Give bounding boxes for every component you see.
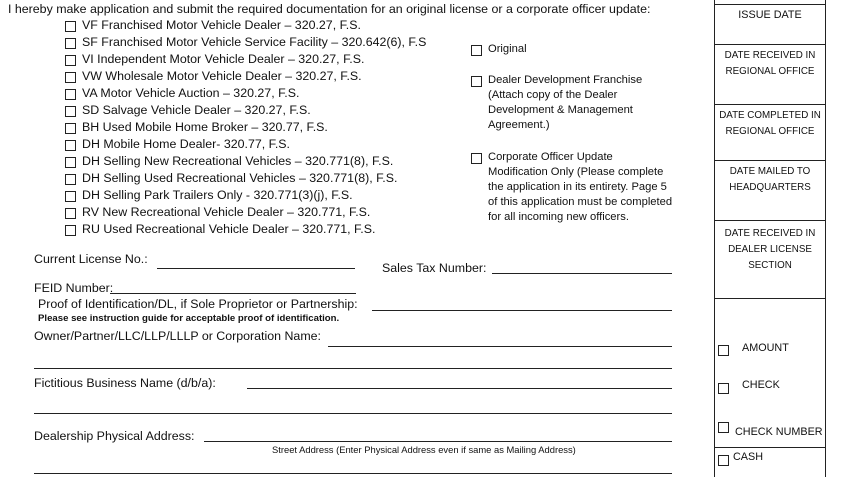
completed-regional-line: DATE COMPLETED IN [719, 110, 821, 121]
option-ddf-line: (Attach copy of the Dealer [488, 89, 618, 101]
sidebar-divider [714, 104, 826, 105]
checkbox-dh-new-rv[interactable] [65, 157, 76, 168]
license-label: RU Used Recreational Vehicle Dealer – 320.771, F.S. [82, 222, 376, 236]
sidebar-divider [714, 44, 826, 45]
license-label: SD Salvage Vehicle Dealer – 320.27, F.S. [82, 103, 311, 117]
sidebar-divider [714, 220, 826, 221]
checkbox-dh-used-rv[interactable] [65, 174, 76, 185]
physical-address-field[interactable] [204, 441, 672, 442]
owner-field[interactable] [328, 346, 672, 347]
cash-label: CASH [733, 451, 763, 463]
checkbox-sf[interactable] [65, 38, 76, 49]
option-cou-line: of this application must be completed [488, 196, 673, 208]
checkbox-dealer-development[interactable] [471, 76, 482, 87]
option-ddf-line: Development & Management [488, 104, 633, 116]
fictitious-field[interactable] [247, 388, 672, 389]
checkbox-amount[interactable] [718, 345, 729, 356]
current-license-field[interactable] [157, 268, 355, 269]
owner-label: Owner/Partner/LLC/LLP/LLLP or Corporation Name: [34, 329, 321, 343]
license-label: VF Franchised Motor Vehicle Dealer – 320.27, F.S. [82, 18, 361, 32]
checkbox-check[interactable] [718, 383, 729, 394]
completed-regional-line: REGIONAL OFFICE [725, 126, 815, 137]
sales-tax-label: Sales Tax Number: [382, 261, 487, 275]
option-original-label: Original [488, 43, 527, 55]
feid-label: FEID Number: [34, 281, 114, 295]
sales-tax-field[interactable] [492, 273, 672, 274]
received-regional-line: REGIONAL OFFICE [725, 66, 815, 77]
physical-address-label: Dealership Physical Address: [34, 429, 195, 443]
option-ddf-line: Dealer Development Franchise [488, 74, 643, 86]
checkbox-sd[interactable] [65, 106, 76, 117]
sidebar-divider [714, 4, 826, 5]
proof-note: Please see instruction guide for acceptable proof of identification. [38, 313, 340, 324]
current-license-label: Current License No.: [34, 252, 148, 266]
received-regional-line: DATE RECEIVED IN [724, 50, 816, 61]
license-label: DH Mobile Home Dealer- 320.77, F.S. [82, 137, 290, 151]
fictitious-field-line2[interactable] [34, 413, 672, 414]
license-label: VI Independent Motor Vehicle Dealer – 320.27, F.S. [82, 52, 365, 66]
license-label: BH Used Mobile Home Broker – 320.77, F.S. [82, 120, 328, 134]
license-label: DH Selling New Recreational Vehicles – 320.771(8), F.S. [82, 154, 394, 168]
checkbox-vi[interactable] [65, 55, 76, 66]
fictitious-label: Fictitious Business Name (d/b/a): [34, 376, 216, 390]
checkbox-va[interactable] [65, 89, 76, 100]
option-cou-line: Modification Only (Please complete [488, 166, 664, 178]
checkbox-ru[interactable] [65, 225, 76, 236]
license-label: VA Motor Vehicle Auction – 320.27, F.S. [82, 86, 300, 100]
license-label: RV New Recreational Vehicle Dealer – 320.771, F.S. [82, 205, 371, 219]
license-label: SF Franchised Motor Vehicle Service Facility – 320.642(6), F.S [82, 35, 427, 49]
checkbox-vf[interactable] [65, 21, 76, 32]
mailed-hq-line: DATE MAILED TO [729, 166, 811, 177]
physical-address-field-line2[interactable] [34, 473, 672, 474]
checkbox-check-number[interactable] [718, 422, 729, 433]
owner-field-line2[interactable] [34, 368, 672, 369]
checkbox-corporate-officer-update[interactable] [471, 153, 482, 164]
issue-date-label: ISSUE DATE [738, 9, 802, 21]
license-label: DH Selling Park Trailers Only - 320.771(3)(j), F.S. [82, 188, 353, 202]
license-label: DH Selling Used Recreational Vehicles – 320.771(8), F.S. [82, 171, 398, 185]
option-cou-line: Corporate Officer Update [488, 151, 613, 163]
amount-label: AMOUNT [742, 342, 789, 354]
checkbox-bh[interactable] [65, 123, 76, 134]
mailed-hq-line: HEADQUARTERS [729, 182, 811, 193]
sidebar-divider [714, 160, 826, 161]
checkbox-original[interactable] [471, 45, 482, 56]
checkbox-dh-park[interactable] [65, 191, 76, 202]
checkbox-vw[interactable] [65, 72, 76, 83]
intro-text: I hereby make application and submit the required documentation for an original license or a corporate officer update: [8, 2, 651, 16]
checkbox-rv[interactable] [65, 208, 76, 219]
feid-field[interactable] [110, 293, 356, 294]
check-label: CHECK [742, 379, 780, 391]
checkbox-dh-mobile[interactable] [65, 140, 76, 151]
sidebar-divider [714, 447, 826, 448]
option-ddf-line: Agreement.) [488, 119, 550, 131]
license-label: VW Wholesale Motor Vehicle Dealer – 320.27, F.S. [82, 69, 362, 83]
option-cou-line: for all incoming new officers. [488, 211, 629, 223]
sidebar-divider [714, 298, 826, 299]
proof-label: Proof of Identification/DL, if Sole Proprietor or Partnership: [38, 297, 358, 311]
street-address-note: Street Address (Enter Physical Address even if same as Mailing Address) [272, 444, 576, 455]
proof-field[interactable] [372, 310, 672, 311]
check-number-label: CHECK NUMBER [735, 426, 823, 438]
received-section-line: DATE RECEIVED IN [724, 228, 816, 239]
received-section-line: DEALER LICENSE [728, 244, 812, 255]
received-section-line: SECTION [748, 260, 792, 271]
option-cou-line: the application in its entirety. Page 5 [488, 181, 667, 193]
checkbox-cash[interactable] [718, 455, 729, 466]
